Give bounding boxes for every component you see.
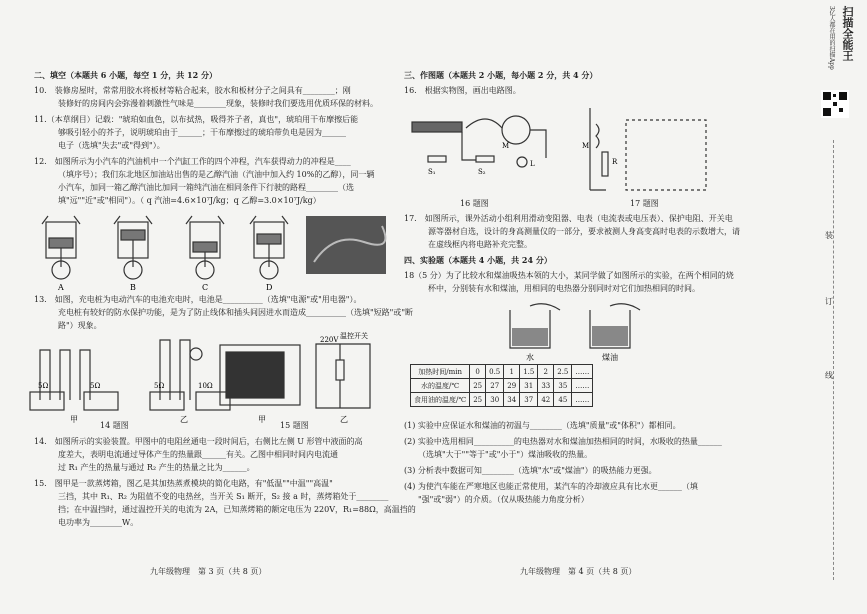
- switch-s2: [476, 156, 494, 162]
- question-12-line-3: 小汽车，加同一箱乙醇汽油比加同一箱纯汽油在相同条件下行驶的路程________（选: [58, 183, 354, 192]
- question-17-line-1: 17. 如图所示，课外活动小组利用滑动变阻器、电表（电流表或电压表）、保护电阻、开关电: [404, 214, 733, 223]
- question-18-sub-1: (1) 实验中应保证水和煤油的初温与________（选填"质量"或"体积"）都相同。: [404, 421, 681, 430]
- question-14-line-3: 过 R₁ 产生的热量与通过 R₂ 产生的热量之比为______。: [58, 463, 255, 472]
- r-label-4: 10Ω: [198, 382, 213, 390]
- right-page: [400, 0, 800, 614]
- beaker-label-water: 水: [526, 353, 534, 362]
- fig14-label-yi: 乙: [180, 415, 188, 424]
- table-cell: 0.5: [486, 365, 504, 379]
- question-11-line-3: 电子（选填"失去"或"得到"）。: [58, 141, 165, 150]
- battery-pack: [412, 122, 462, 132]
- r-label-1: 5Ω: [38, 382, 49, 390]
- table-cell: 37: [520, 393, 538, 407]
- table-row: [411, 393, 593, 407]
- table-cell: ……: [572, 393, 593, 407]
- container-right: [84, 392, 118, 410]
- fig-14-caption: 14 题图: [100, 421, 129, 430]
- spring: [590, 108, 606, 190]
- table-cell: 29: [504, 379, 520, 393]
- engine-d-diagram: [250, 216, 288, 279]
- fig15-label-jia: 甲: [258, 415, 266, 424]
- table-cell: 25: [470, 379, 486, 393]
- fig-17-caption: 17 题图: [630, 199, 659, 208]
- engine-label-b: B: [130, 283, 136, 292]
- r-label-3: 5Ω: [154, 382, 165, 390]
- fig16-label-l: L: [530, 160, 535, 168]
- margin-char-2: 订: [825, 297, 833, 306]
- engine-b-diagram: [114, 216, 152, 279]
- motor: [502, 116, 530, 144]
- fig16-label-m: M: [502, 142, 510, 150]
- question-17-line-2: 源等器材自选，设计的身高测量仪的一部分，要求被测人身高变高时电表的示数增大，请: [428, 227, 740, 236]
- scanner-strip: [805, 0, 867, 614]
- question-18-line-1: 18（5 分）为了比较水和煤油吸热本领的大小，某同学做了如图所示的实验，在两个相同的烧: [404, 271, 734, 280]
- fig14-label-jia: 甲: [70, 415, 78, 424]
- question-18-line-2: 杯中，分别装有水和煤油，用相同的电热器分别同时对它们加热相同的时间。: [428, 284, 700, 293]
- table-cell: ……: [572, 365, 593, 379]
- table-cell: 45: [554, 393, 572, 407]
- question-10-line-1: 10. 装修房屋时，常常用胶水将板材等粘合起来，胶水和板材分子之间具有________；刚: [34, 86, 351, 95]
- scanner-title: 扫描全能王: [841, 6, 854, 61]
- table-cell: 34: [504, 393, 520, 407]
- scanner-subtitle: 3亿人都在用的扫描App: [828, 6, 835, 70]
- question-18-sub-3: (3) 分析表中数据可知________（选填"水"或"煤油"）的吸热能力更强。: [404, 466, 657, 475]
- u-tube-right: [160, 340, 190, 400]
- fig16-label-s2: S₂: [478, 168, 486, 176]
- question-15-line-1: 15. 图甲是一款蒸烤箱，图乙是其加热蒸煮模块的简化电路，有"低温""中温""高温": [34, 479, 333, 488]
- dashed-box: [626, 120, 706, 190]
- section-2-heading: 二、填空（本题共 6 小题，每空 1 分，共 12 分）: [34, 70, 217, 80]
- question-18-sub-4-line-1: (4) 为使汽车能在严寒地区也能正常使用，某汽车的冷却液应具有比水更______（填: [404, 482, 698, 491]
- table-cell: 25: [470, 393, 486, 407]
- engine-stroke-figures: [34, 212, 394, 292]
- right-page-footer: 九年级物理 第 4 页（共 8 页）: [520, 567, 637, 576]
- table-cell: 35: [554, 379, 572, 393]
- question-14-line-1: 14. 如图所示的实验装置。甲图中的电阻丝通电一段时间后，右侧比左侧 U 形管中液面的高: [34, 437, 363, 446]
- question-13-line-1: 13. 如图，充电桩为电动汽车的电池充电时，电池是__________（选填"电源"或"用电器"）。: [34, 295, 362, 304]
- question-12-line-2: （填序号）；我们东北地区加油站出售的是乙醇汽油（汽油中加入约 10%的乙醇），同一辆: [58, 170, 375, 179]
- fig-16-caption: 16 题图: [460, 199, 489, 208]
- table-cell: 1: [504, 365, 520, 379]
- engine-label-d: D: [266, 283, 273, 292]
- fig-15-caption: 15 题图: [280, 421, 309, 430]
- table-cell: ……: [572, 379, 593, 393]
- section-3-heading: 三、作图题（本题共 2 小题，每小题 2 分，共 4 分）: [404, 70, 598, 80]
- table-cell: 33: [538, 379, 554, 393]
- switch-s1: [428, 156, 446, 162]
- question-11-line-1: 11.（本草纲目）记载："琥珀如血色，以布拭热，吸得芥子者，真也"，琥珀用干布摩擦后能: [34, 115, 359, 124]
- question-12-line-1: 12. 如图所示为小汽车的汽油机中一个汽缸工作的四个冲程，汽车获得动力的冲程是____: [34, 157, 351, 166]
- lamp: [517, 157, 527, 167]
- margin-char-1: 装: [825, 231, 833, 240]
- rheostat: [602, 152, 608, 176]
- table-cell: 27: [486, 379, 504, 393]
- question-16: 16. 根据实物图，画出电路图。: [404, 86, 521, 95]
- question-13-line-3: 路"）现象。: [58, 321, 102, 330]
- question-15-line-2: 三挡，其中 R₁、R₂ 为阻值不变的电热丝，当开关 S₁ 断开，S₂ 接 a 时，蒸烤箱处于________: [58, 492, 389, 501]
- table-cell: 2.5: [554, 365, 572, 379]
- table-cell: 0: [470, 365, 486, 379]
- beaker-figure: [490, 300, 670, 362]
- question-10-line-2: 装修好的房间内会弥漫着刺激性气味是________现象，装修时我们要选用优质环保的材料。: [58, 99, 378, 108]
- engine-label-c: C: [202, 283, 209, 292]
- question-18-sub-2-line-2: （选填"大于""等于"或"小于"）煤油吸收的热量。: [418, 450, 593, 459]
- question-15-line-3: 挡；在中温挡时，通过温控开关的电流为 2A，已知蒸烤箱的额定电压为 220V，R₁=88Ω，高温挡的: [58, 505, 416, 514]
- margin-char-3: 线: [825, 371, 833, 380]
- left-page-footer: 九年级物理 第 3 页（共 8 页）: [150, 567, 267, 576]
- question-13-line-2: 充电桩有较好的防水保护功能，是为了防止线体和插头间因进水而造成__________（选填"短路"或"断: [58, 308, 414, 317]
- figures-14-15: [20, 330, 400, 425]
- question-17-line-3: 在虚线框内将电路补充完整。: [428, 240, 532, 249]
- section-4-heading: 四、实验题（本题共 4 小题，共 24 分）: [404, 255, 552, 265]
- r-label-2: 5Ω: [90, 382, 101, 390]
- table-cell: 42: [538, 393, 554, 407]
- table-cell: 加热时间/min: [411, 365, 470, 379]
- question-11-line-2: 够吸引轻小的芥子，说明琥珀由于______；干布摩擦过的琥珀带负电是因为______: [58, 128, 346, 137]
- beaker-label-oil: 煤油: [602, 353, 618, 362]
- binding-line: [833, 140, 834, 580]
- table-cell: 水的温度/℃: [411, 379, 470, 393]
- table-cell: 2: [538, 365, 554, 379]
- question-18-sub-4-line-2: "强"或"弱"）的介质。（仅从吸热能力角度分析）: [418, 495, 589, 504]
- question-18-sub-2-line-1: (2) 实验中选用相同__________的电热器对水和煤油加热相同的时间，水吸收的热量______: [404, 437, 722, 446]
- fig15-label-yi: 乙: [340, 415, 348, 424]
- qr-code-icon: [821, 90, 849, 118]
- circuit-diagram: [316, 344, 370, 408]
- table-row: [411, 379, 593, 393]
- table-row: [411, 365, 593, 379]
- figures-16-17: [406, 100, 796, 200]
- table-cell: 1.5: [520, 365, 538, 379]
- engine-c-diagram: [186, 216, 224, 279]
- engine-label-a: A: [58, 283, 64, 292]
- left-page: [0, 0, 416, 614]
- data-table: [410, 364, 593, 407]
- table-cell: 31: [520, 379, 538, 393]
- engine-a-diagram: [42, 216, 80, 279]
- table-cell: 食用油的温度/℃: [411, 393, 470, 407]
- container-left: [30, 392, 64, 410]
- fig16-label-s1: S₁: [428, 168, 436, 176]
- switch-label: 温控开关: [340, 332, 368, 340]
- question-15-line-4: 电功率为________W。: [58, 518, 139, 527]
- fig17-label-m: M: [582, 142, 590, 150]
- question-12-line-4: 填"远""近"或"相同"）。（ q 汽油=4.6×10⁷J/kg；q 乙醇=3.0×10⁷J/kg）: [58, 196, 321, 205]
- fig17-label-r: R: [612, 158, 618, 166]
- table-cell: 30: [486, 393, 504, 407]
- voltage-label: 220V: [320, 336, 339, 344]
- question-14-line-2: 度差大，表明电流通过导体产生的热量跟______有关。乙图中相同时间内电流通: [58, 450, 338, 459]
